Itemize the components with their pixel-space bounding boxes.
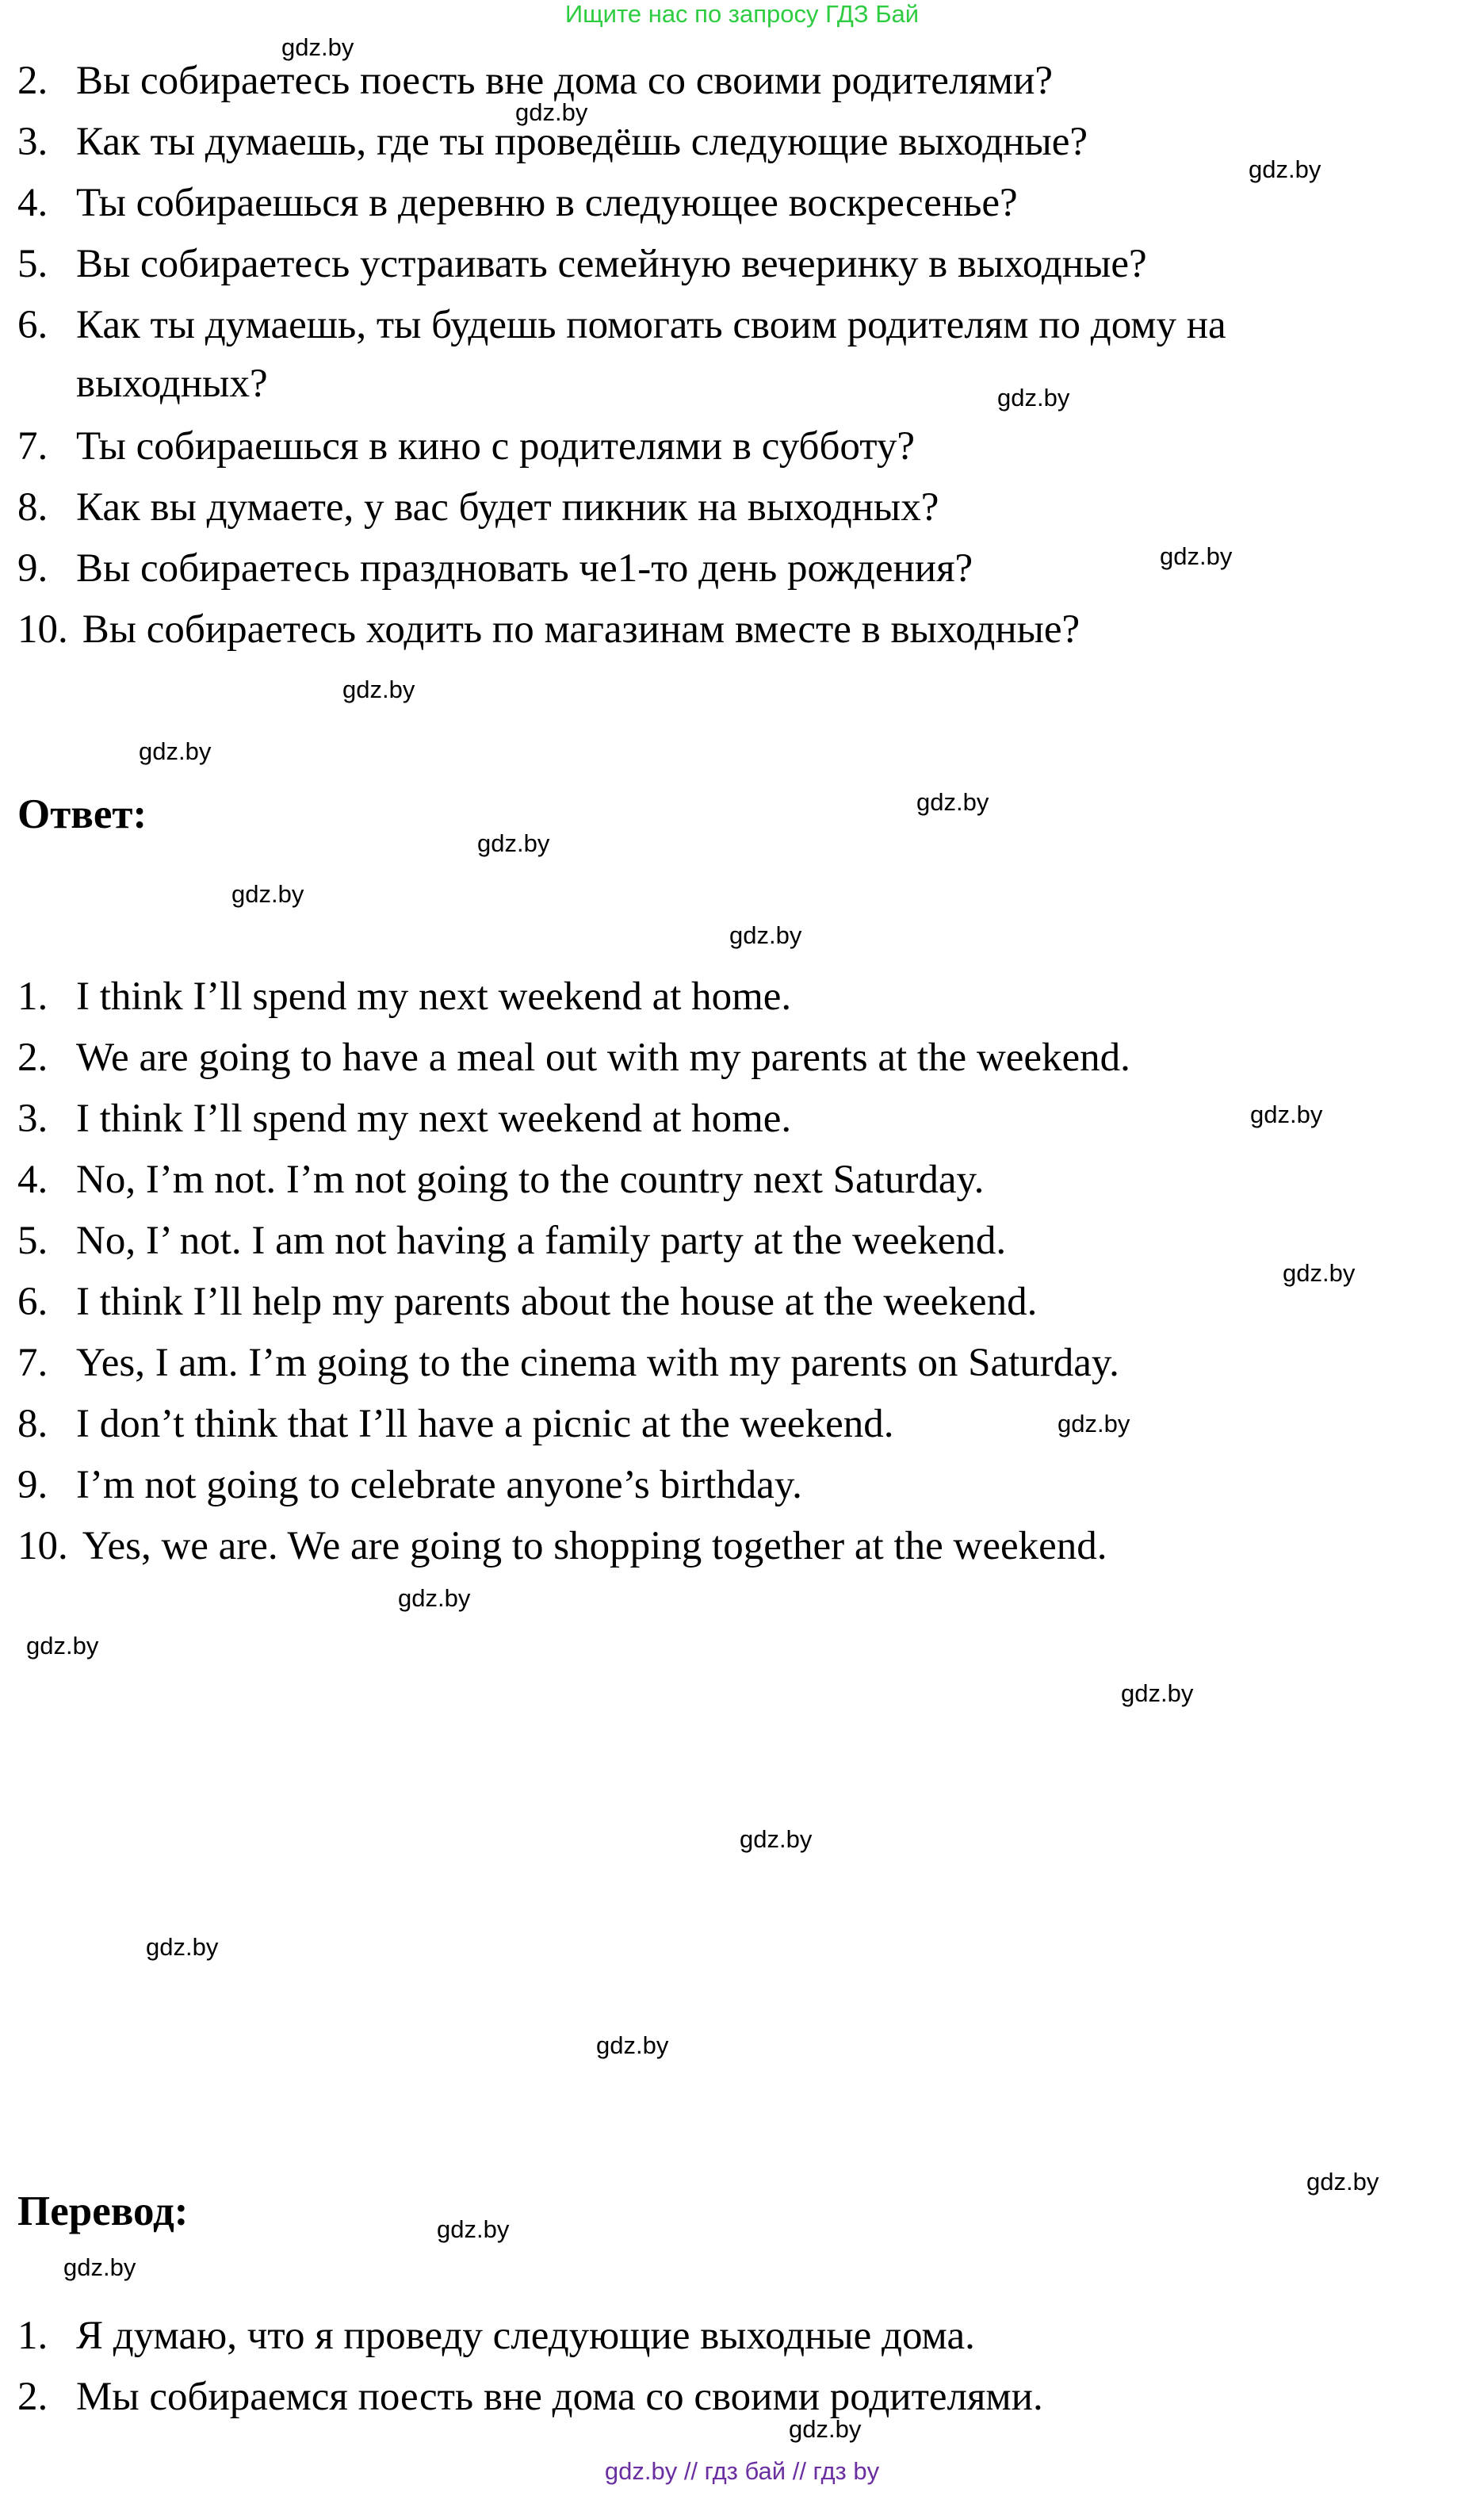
watermark: gdz.by (63, 2253, 136, 2281)
question-2: 2. Вы собираетесь поесть вне дома со своими родителями? (17, 59, 1053, 103)
question-6-continuation: выходных? (76, 362, 268, 406)
watermark: gdz.by (1283, 1259, 1356, 1287)
question-9: 9. Вы собираетесь праздновать че1-то день рождения? (17, 546, 973, 591)
translation-heading: Перевод: (17, 2188, 189, 2234)
watermark: gdz.by (231, 880, 304, 908)
watermark: gdz.by (515, 98, 588, 126)
watermark: gdz.by (789, 2415, 862, 2443)
answer-10: 10. Yes, we are. We are going to shopping together at the weekend. (17, 1524, 1107, 1568)
answer-6: 6. I think I’ll help my parents about the house at the weekend. (17, 1280, 1038, 1324)
watermark: gdz.by (281, 33, 354, 61)
question-4: 4. Ты собираешься в деревню в следующее воскресенье? (17, 181, 1018, 225)
watermark: gdz.by (146, 1933, 219, 1961)
watermark: gdz.by (342, 676, 415, 703)
question-6: 6. Как ты думаешь, ты будешь помогать своим родителям по дому на (17, 303, 1226, 347)
watermark: gdz.by (740, 1825, 813, 1853)
question-3: 3. Как ты думаешь, где ты проведёшь следующие выходные? (17, 120, 1088, 164)
footer-links: gdz.by // гдз бай // гдз by (604, 2457, 880, 2485)
answer-5: 5. No, I’ not. I am not having a family party at the weekend. (17, 1219, 1007, 1263)
answer-1: 1. I think I’ll spend my next weekend at home. (17, 974, 792, 1019)
watermark: gdz.by (1058, 1410, 1130, 1437)
watermark: gdz.by (1121, 1679, 1194, 1707)
watermark: gdz.by (1249, 155, 1321, 183)
answer-heading: Ответ: (17, 791, 147, 837)
question-5: 5. Вы собираетесь устраивать семейную вечеринку в выходные? (17, 242, 1147, 286)
search-banner: Ищите нас по запросу ГДЗ Бай (564, 0, 920, 28)
watermark: gdz.by (997, 384, 1070, 412)
watermark: gdz.by (729, 921, 802, 949)
watermark: gdz.by (916, 788, 989, 816)
watermark: gdz.by (596, 2031, 669, 2059)
answer-2: 2. We are going to have a meal out with my parents at the weekend. (17, 1036, 1130, 1080)
watermark: gdz.by (477, 829, 550, 857)
translation-2: 2. Мы собираемся поесть вне дома со своими родителями. (17, 2375, 1043, 2419)
watermark: gdz.by (437, 2215, 510, 2243)
answer-9: 9. I’m not going to celebrate anyone’s birthday. (17, 1463, 802, 1507)
watermark: gdz.by (139, 737, 212, 765)
watermark: gdz.by (1306, 2168, 1379, 2195)
watermark: gdz.by (1250, 1101, 1323, 1128)
watermark: gdz.by (1160, 542, 1233, 570)
answer-4: 4. No, I’m not. I’m not going to the country next Saturday. (17, 1158, 985, 1202)
answer-7: 7. Yes, I am. I’m going to the cinema with my parents on Saturday. (17, 1341, 1119, 1385)
answer-8: 8. I don’t think that I’ll have a picnic at the weekend. (17, 1402, 894, 1446)
watermark: gdz.by (26, 1632, 99, 1660)
answer-3: 3. I think I’ll spend my next weekend at home. (17, 1097, 792, 1141)
question-7: 7. Ты собираешься в кино с родителями в субботу? (17, 424, 916, 469)
question-10: 10. Вы собираетесь ходить по магазинам вместе в выходные? (17, 607, 1080, 652)
watermark: gdz.by (398, 1584, 471, 1612)
question-8: 8. Как вы думаете, у вас будет пикник на выходных? (17, 485, 939, 530)
translation-1: 1. Я думаю, что я проведу следующие выходные дома. (17, 2314, 975, 2358)
